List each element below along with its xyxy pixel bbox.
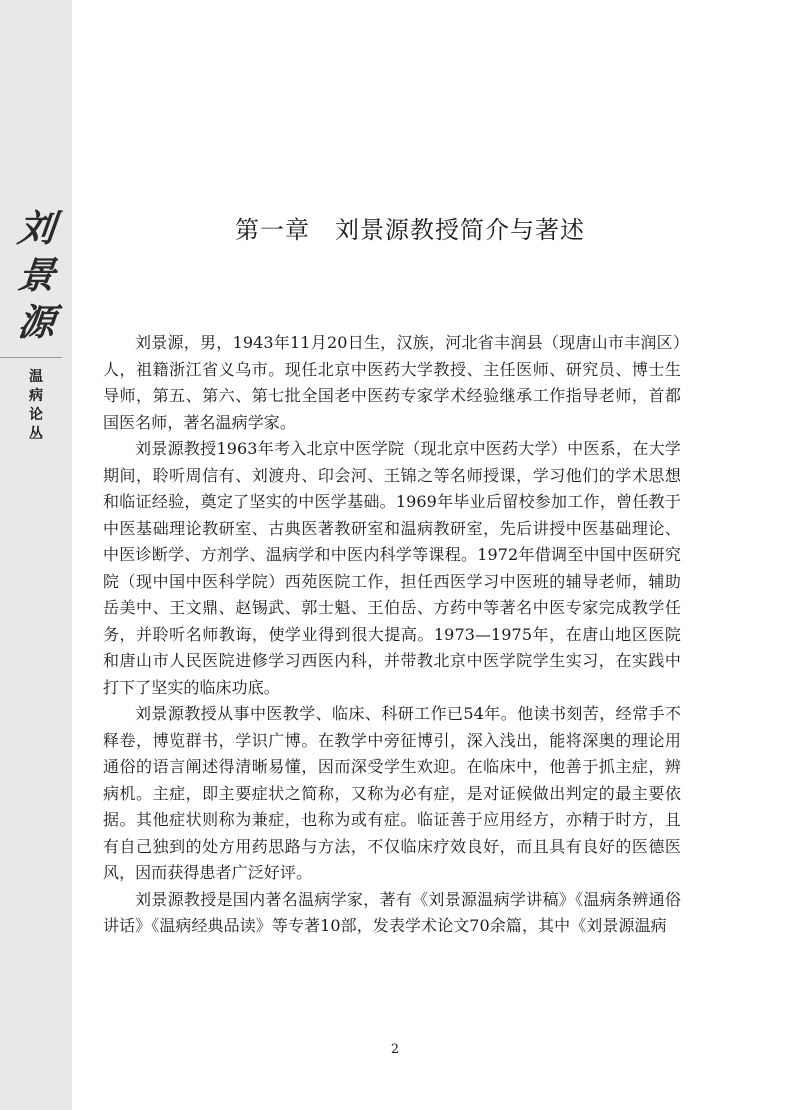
sidebar-series-char: 丛 <box>29 426 43 442</box>
sidebar-title-char: 景 <box>15 253 57 297</box>
sidebar-title-char: 刘 <box>15 206 57 250</box>
paragraph: 刘景源教授是国内著名温病学家，著有《刘景源温病学讲稿》《温病条辨通俗讲话》《温病经典品读》等专著10部，发表学术论文70余篇，其中《刘景源温病 <box>103 889 681 935</box>
chapter-title: 第一章 刘景源教授简介与著述 <box>235 216 585 244</box>
page-number: 2 <box>390 1042 400 1057</box>
paragraph: 刘景源教授从事中医教学、临床、科研工作已54年。他读书刻苦，经常手不释卷，博览群书，学识广博。在教学中旁征博引，深入浅出，能将深奥的理论用通俗的语言阐述得清晰易懂，因而深受学生欢迎。在临床中，他善于抓主症，辨病机。主症，即主要症状之简称，又称为必有症，是对证候做出判定的最主要依据。其他症状则称为兼症，也称为或有症。临证善于应用经方，亦精于时方，且有自己独到的处方用药思路与方法，不仅临床疗效良好，而且具有良好的医德医风，因而获得患者广泛好评。 <box>103 704 681 882</box>
sidebar-series-title <box>0 368 72 444</box>
sidebar-series-char: 温 <box>29 369 43 385</box>
body-text <box>103 330 681 940</box>
sidebar-series-char: 病 <box>29 388 43 404</box>
sidebar-divider <box>0 357 62 358</box>
sidebar-title-char: 源 <box>15 300 57 344</box>
sidebar-series-char: 论 <box>29 407 43 423</box>
sidebar <box>0 0 72 1110</box>
sidebar-author-title <box>0 205 72 346</box>
paragraph: 刘景源教授1963年考入北京中医学院（现北京中医药大学）中医系，在大学期间，聆听周信有、刘渡舟、印会河、王锦之等名师授课，学习他们的学术思想和临证经验，奠定了坚实的中医学基础。1969年毕业后留校参加工作，曾任教于中医基础理论教研室、古典医著教研室和温病教研室，先后讲授中医基础理论、中医诊断学、方剂学、温病学和中医内科学等课程。1972年借调至中国中医研究院（现中国中医科学院）西苑医院工作，担任西医学习中医班的辅导老师，辅助岳美中、王文鼎、赵锡武、郭士魁、王伯岳、方药中等著名中医专家完成教学任务，并聆听名师教诲，使学业得到很大提高。1973—1975年，在唐山地区医院和唐山市人民医院进修学习西医内科，并带教北京中医学院学生实习，在实践中打下了坚实的临床功底。 <box>103 439 681 697</box>
paragraph: 刘景源，男，1943年11月20日生，汉族，河北省丰润县（现唐山市丰润区）人，祖籍浙江省义乌市。现任北京中医药大学教授、主任医师、研究员、博士生导师，第五、第六、第七批全国老中医药专家学术经验继承工作指导老师，首都国医名师，著名温病学家。 <box>103 333 681 432</box>
